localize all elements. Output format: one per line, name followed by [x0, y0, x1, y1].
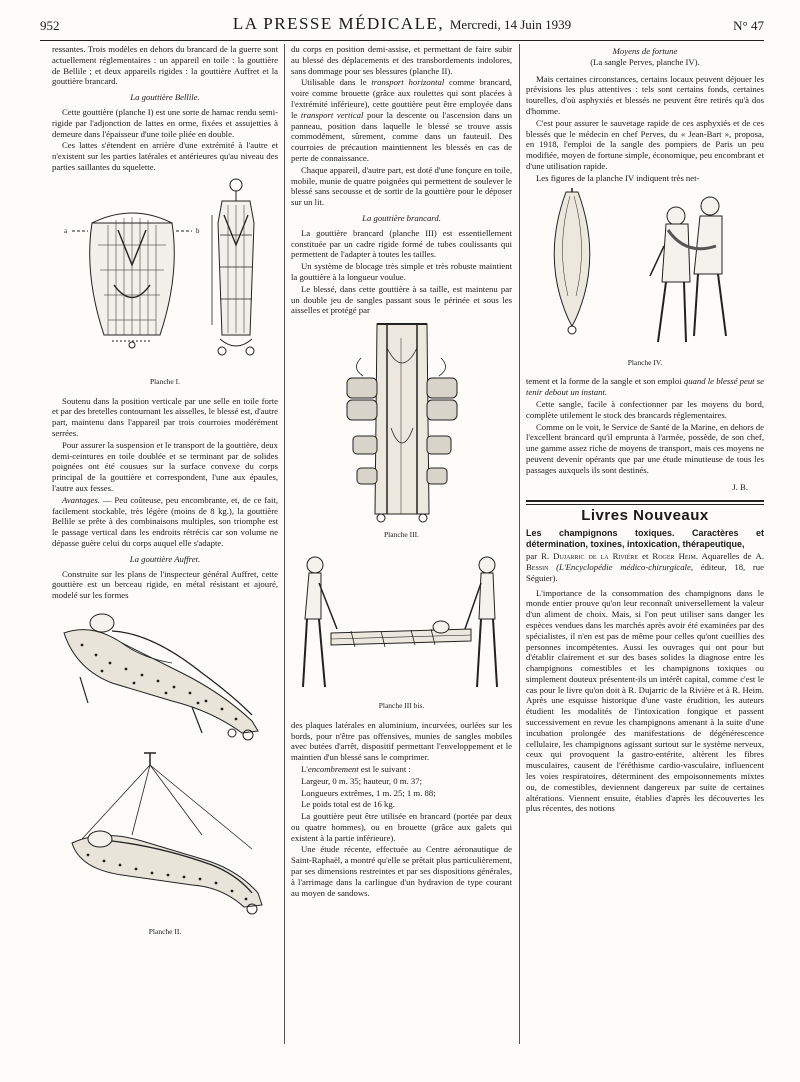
figure-label-b: b — [196, 226, 200, 235]
paragraph: Le blessé, dans cette gouttière à sa taille, est maintenu par un double jeu de sangles passant sous le périnée et sous les aisselles et protégé par — [291, 283, 512, 316]
book-title: Les champignons toxiques. Caractères et détermination, toxines, intoxication, thérapeutique, — [526, 528, 764, 550]
paragraph — [291, 77, 512, 163]
subheading-sangle: (La sangle Perves, planche IV). — [590, 56, 700, 67]
author: R. Dujarric de la Rivière — [541, 551, 639, 562]
journal-masthead — [40, 14, 764, 34]
journal-title: LA PRESSE MÉDICALE, — [232, 14, 445, 33]
column-2 — [291, 44, 512, 899]
paragraph: Comme on le voit, le Service de Santé de la Marine, en dehors de l'excellent brancard qu'il emprunta à l'armée, possède, de son chef, une gamme assez riche de moyens de transport, mais ces moyens ne peuvent devenir opérants que par une étude minutieuse de tous les passages auxquels ils sont destinés. — [526, 421, 764, 475]
emphasis: quand le blessé peut se tenir debout un instant. — [526, 376, 764, 398]
paragraph: Cette sangle, facile à confectionner par les moyens du bord, complète utilement le stock des brancards réglementaires. — [526, 398, 764, 420]
paragraph: La gouttière brancard (planche III) est essentiellement constituée par un cadre rigide formé de tubes coulissants qui permettent de l'adapter à toutes les tailles. — [291, 227, 512, 260]
author: Roger Heim — [652, 551, 696, 562]
figure-caption: Planche III. — [384, 530, 419, 540]
issue-number: N° 47 — [733, 18, 764, 33]
column-3 — [526, 44, 764, 815]
dimension-line: Le poids total est de 16 kg. — [301, 799, 395, 810]
figure-label-a: a — [64, 226, 68, 235]
paragraph: Pour assurer la suspension et le transport de la gouttière, deux demi-ceintures en toile doublée et se terminant par de solides poignées ont été cousues sur la surface convexe du corps principal de la gouttière et correspondent, l'une aux épaules, l'autre aux fesses. — [52, 439, 278, 493]
page-number: 952 — [40, 18, 60, 33]
paragraph: Les figures de la planche IV indiquent très net- — [536, 172, 700, 183]
paragraph: Soutenu dans la position verticale par une selle en toile forte et par des bretelles contournant les aisselles, le blessé est, d'autre part, maintenu dans l'appareil par trois courroies modérément serrées. — [52, 395, 278, 438]
paragraph: C'est pour assurer le sauvetage rapide de ces asphyxiés et de ces blessés que le médecin en chef Perves, du « Jean-Bart », proposa, en 1918, l'emploi de la sangle des pompiers de Paris un peu modifiée, moyen de fortune simple, économique, peu encombrant et d'une utilisation rapide. — [526, 117, 764, 171]
text: est le suivant : — [358, 763, 411, 774]
emphasis: encombrement — [307, 763, 359, 774]
paragraph — [291, 764, 512, 775]
subheading-bellile: La gouttière Bellile. — [130, 92, 200, 103]
header-rule — [40, 40, 764, 41]
paragraph-text: — Peu coûteuse, peu encombrante, et, de ce fait, facilement stockable, très légère (moins de 8 kg.), la gouttière Bellile se prête à des combinaisons multiples, son triomphe est le passage vertical dans les endroits rétrécis car son volume ne dépasse guère celui du corps auquel elle s'adapte. — [52, 494, 278, 548]
issue-date: Mercredi, 14 Juin 1939 — [449, 17, 572, 32]
subheading-brancard: La gouttière brancard. — [362, 212, 441, 223]
section-rule — [526, 500, 764, 502]
column-divider — [284, 44, 285, 1044]
figure-caption: Planche IV. — [627, 357, 663, 367]
text: par — [526, 551, 542, 562]
review-paragraph: L'importance de la consommation des champignons dans le monde entier prouve qu'on leur reconnaît universellement la valeur d'un aliment de choix. Mais, si l'on peut utiliser sans danger les espèces vendues dans les marchés après avoir été examinées par des spécialistes, il n'en est pas de même pour celles qu'ont cueillies des personnes incompétentes. Aussi les ouvrages qui ont pour but d'établir clairement et sur des bases solides la diagnose entre les champignons comestibles et les champignons toxiques ou simplement douteux présentent-ils un intérêt capital, comme c'est le cas pour le livre qu'on doit à R. Dujarric de la Rivière et à R. Heim. Après une esquisse historique d'une vaste érudition, les auteurs étudient les modalités de l'intoxication fongique et passent successivement en revue les champignons amenant à la suite d'une incubation prolongée des manifestations de dégénérescence cellulaire, les champignons agissant surtout sur le système nerveux, ceux qui provoquent la gastro-entérite, altèrent les fibres musculaires, causent de l'éréthisme cardio-vasculaire, influencent les voies respiratoires, déterminent des empoisonnements mixtes ou, de comestibles, deviennent dangereux par suite de certaines altérations. Viennent ensuite, établies d'après les découvertes les plus récentes, des notions — [526, 587, 764, 814]
paragraph: Un système de blocage très simple et très robuste maintient la gouttière à la longueur voulue. — [291, 261, 512, 282]
paragraph: ressantes. Trois modèles en dehors du brancard de la guerre sont actuellement réglementaires : un appareil en toile : la gouttière de Bellile ; et deux appareils rigides : la gouttière Auffret et la gouttière brancard. — [52, 44, 278, 87]
text: , éditeur, 18, rue Séguier). — [526, 561, 764, 583]
paragraph: Une étude récente, effectuée au Centre aéronautique de Saint-Raphaël, a montré qu'elle se prêtait plus particulièrement, par ses dimensions restreintes et par ses dispositions générales, à l'arrimage dans la carlingue d'un hydravion de type courant au moyen de sandows. — [291, 844, 512, 898]
text: tement et la forme de la sangle et son emploi — [526, 376, 684, 387]
dimension-line: Longueurs extrêmes, 1 m. 25; 1 m. 88; — [301, 787, 436, 798]
figure-planche-3 — [291, 318, 512, 528]
paragraph: Ces lattes s'étendent en arrière d'une extrémité à l'autre et n'existent sur les parties latérales et antérieures qu'au niveau des parties saillantes du squelette. — [52, 140, 278, 172]
emphasis: transport horizontal — [371, 77, 445, 88]
paragraph: Chaque appareil, d'autre part, est doté d'une fonçure en toile, mobile, munie de quatre poignées qui permettent de soulever le blessé sans secousse et de sortir de la gouttière pour le déposer sur un lit. — [291, 164, 512, 208]
figure-caption: Planche I. — [150, 376, 180, 386]
paragraph — [526, 376, 764, 398]
text: Utilisable dans le — [301, 77, 372, 88]
signature: J. B. — [732, 481, 748, 492]
paragraph: du corps en position demi-assise, et permettant de faire subir au blessé des déplacements et des transbordements indolores, sans dommage pour ses blessures (planche II). — [291, 44, 512, 76]
section-rule — [526, 504, 764, 505]
figure-caption: Planche III bis. — [378, 700, 425, 710]
section-title: Livres Nouveaux — [581, 507, 709, 525]
text: pour la descente ou l'ascension dans un panneau, position dans laquelle le blessé se trouve assis commodément, sûrement, comme dans un fauteuil. Des courroies de précaution maintiennent les blessés en cas de perte de connaissance. — [291, 109, 512, 163]
text: et — [638, 551, 653, 562]
text: comme brancard, voire comme brouette (grâce aux roulettes qui sont placées à l'extrémité inférieure), cette gouttière peut être employée dans le — [291, 77, 512, 120]
subheading-fortune: Moyens de fortune — [612, 46, 678, 56]
figure-caption: Planche II. — [148, 926, 182, 936]
text: . Aquarelles de — [695, 551, 756, 562]
dimension-line: Largeur, 0 m. 35; hauteur, 0 m. 37; — [301, 775, 422, 786]
column-divider — [519, 44, 520, 1044]
paragraph: Mais certaines circonstances, certains locaux peuvent déjouer les prévisions les plus attentives : tels sont certains fonds, certaines tourelles, d'où asphyxiés et blessés ne peuvent être retirés qu'à dos d'homme. — [526, 73, 764, 116]
subheading-auffret: La gouttière Auffret. — [129, 553, 201, 564]
paragraph: des plaques latérales en aluminium, incurvées, ourlées sur les bords, pour n'être pas offensives, munies de sangles mobiles avec butées d'arrêt, dispositif permettant l'enveloppement et le maintien d'un blessé sans le comprimer. — [291, 719, 512, 763]
text: L' — [301, 763, 308, 774]
paragraph: La gouttière peut être utilisée en brancard (portée par deux ou quatre hommes), ou en brouette (grâce aux galets qui existent à la partie inférieure). — [291, 811, 512, 843]
series-title: (L'Encyclopédie médico-chirurgicale — [548, 561, 691, 572]
figure-planche-3-bis — [291, 549, 512, 699]
book-credits — [526, 551, 764, 583]
figure-planche-2 — [52, 603, 278, 925]
page-header — [40, 14, 764, 38]
paragraph: Construite sur les plans de l'inspecteur général Auffret, cette gouttière est un berceau rigide, en métal résistant et ajouré, modelé sur les formes — [52, 568, 278, 601]
column-1 — [52, 44, 278, 946]
figure-planche-4 — [526, 186, 764, 356]
paragraph: Cette gouttière (planche I) est une sorte de hamac rendu semi-rigide par l'adjonction de lattes en orme, fixées et assujetties à demeure dans l'épaisseur d'une toile pliée en double. — [52, 106, 278, 139]
figure-planche-1 — [52, 175, 278, 375]
emphasis: transport vertical — [300, 109, 364, 120]
paragraph — [52, 495, 278, 549]
illustrator: A. Bessin — [526, 551, 764, 572]
lead-in: Avantages. — [62, 494, 100, 505]
